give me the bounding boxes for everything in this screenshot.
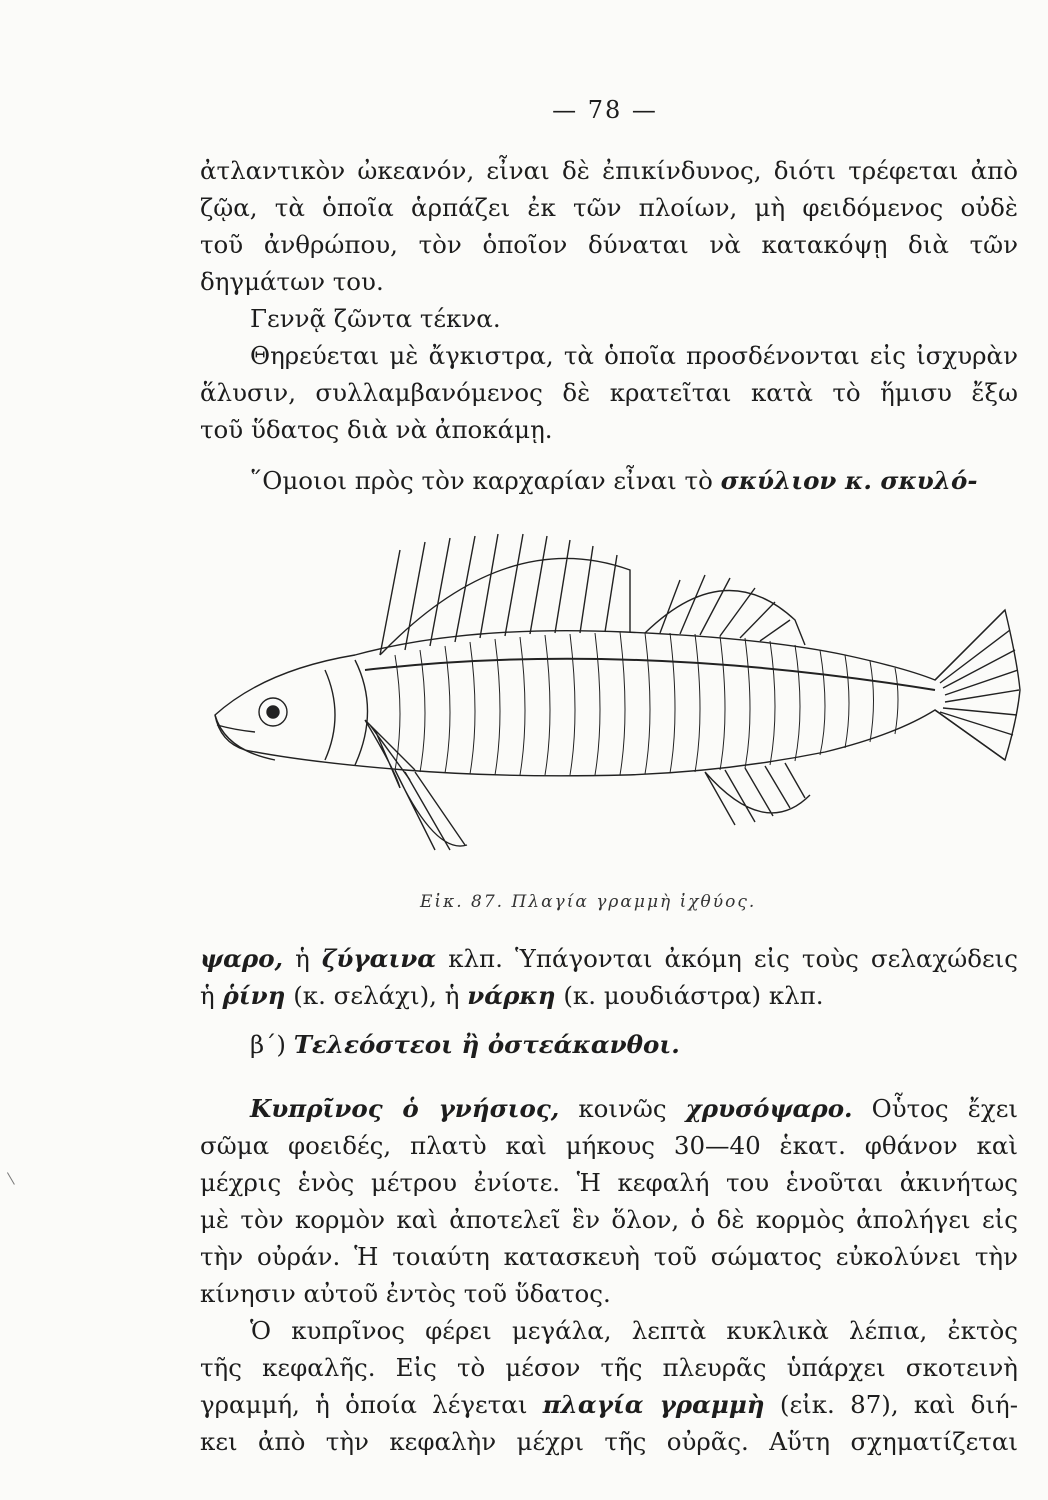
text-line: ζῷα, τὰ ὁποῖα ἁρπάζει ἐκ τῶν πλοίων, μὴ φειδόμενος οὐδὲ (200, 193, 1018, 222)
pectoral-fin (365, 720, 415, 788)
text-span: κλπ. Ὑπάγονται ἀκόμη εἰς τοὺς σελαχώδεις (436, 944, 1018, 973)
lateral-line (365, 659, 935, 690)
bold-term: Κυπρῖνος ὁ γνήσιος, (250, 1094, 560, 1123)
text-line: τὴν οὐράν. Ἡ τοιαύτη κατασκευὴ τοῦ σώματος εὐκολύνει τὴν (200, 1242, 1018, 1271)
text-span: κοινῶς (559, 1094, 686, 1123)
body-stripes (395, 632, 898, 775)
bold-term: πλαγία γραμμὴ (542, 1390, 765, 1419)
text-line: ἀτλαντικὸν ὠκεανόν, εἶναι δὲ ἐπικίνδυνος, διότι τρέφεται ἀπὸ (200, 156, 1018, 185)
bold-term: σκύλιον κ. σκυλό- (720, 466, 978, 495)
paragraph-1 (200, 152, 1018, 300)
text-span: Οὗτος ἔχει (852, 1094, 1018, 1123)
text-line (200, 1026, 1018, 1063)
figure-caption: Εἰκ. 87. Πλαγία γραμμὴ ἰχθύος. (420, 892, 757, 912)
text-line: σῶμα φοειδές, πλατὺ καὶ μήκους 30—40 ἑκατ. φθάνον καὶ (200, 1131, 1018, 1160)
anal-fin (705, 763, 810, 825)
bold-term: χρυσόψαρο. (685, 1094, 853, 1123)
paragraph-7 (200, 1312, 1018, 1460)
page-number: — 78 — (552, 96, 658, 124)
gill-cover (355, 660, 368, 765)
text-line: μέχρις ἑνὸς μέτρου ἐνίοτε. Ἡ κεφαλή του ἑνοῦται ἀκινήτως (200, 1168, 1018, 1197)
paragraph-2 (200, 300, 1018, 337)
bold-term: ῥίνη (222, 981, 286, 1010)
text-line: κει ἀπὸ τὴν κεφαλὴν μέχρι τῆς οὐρᾶς. Αὕτη σχηματίζεται (200, 1427, 1018, 1456)
text-line: Θηρεύεται μὲ ἄγκιστρα, τὰ ὁποῖα προσδένονται εἰς ἰσχυρὰν (250, 341, 1018, 370)
text-span: γραμμή, ἡ ὁποία λέγεται (200, 1390, 543, 1419)
pelvic-fin (395, 770, 467, 850)
text-line: Ὁ κυπρῖνος φέρει μεγάλα, λεπτὰ κυκλικὰ λέπια, ἐκτὸς (250, 1316, 1018, 1345)
section-title: Τελεόστεοι ἢ ὀστεάκανθοι. (293, 1030, 680, 1059)
text-line (200, 940, 1018, 977)
tail-fin (935, 610, 1019, 760)
text-line (200, 462, 1018, 499)
text-line: Γεννᾷ ζῶντα τέκνα. (250, 304, 501, 333)
scan-edge-mark (7, 1169, 20, 1185)
text-span: ἡ (200, 981, 223, 1010)
paragraph-3 (200, 337, 1018, 448)
text-span: (κ. μουδιάστρα) κλπ. (555, 981, 824, 1010)
text-line: δηγμάτων του. (200, 267, 384, 296)
paragraph-6 (200, 1090, 1018, 1312)
text-span: ῞Ομοιοι πρὸς τὸν καρχαρίαν εἶναι τὸ (250, 466, 721, 495)
text-line: κίνησιν αὐτοῦ ἐντὸς τοῦ ὕδατος. (200, 1279, 611, 1308)
text-line: τῆς κεφαλῆς. Εἰς τὸ μέσον τῆς πλευρᾶς ὑπάρχει σκοτεινὴ (200, 1353, 1018, 1382)
fish-illustration (205, 520, 1025, 880)
text-span: ἡ (283, 944, 322, 973)
bold-term: ζύγαινα (321, 944, 437, 973)
bold-term: νάρκη (467, 981, 556, 1010)
text-span: β΄) (250, 1030, 294, 1059)
text-line: τοῦ ὕδατος διὰ νὰ ἀποκάμῃ. (200, 415, 553, 444)
text-span: (εἰκ. 87), καὶ διή- (764, 1390, 1018, 1419)
text-line (200, 1386, 1018, 1423)
text-line: μὲ τὸν κορμὸν καὶ ἀποτελεῖ ἓν ὅλον, ὁ δὲ κορμὸς ἀπολήγει εἰς (200, 1205, 1018, 1234)
fish-body-outline (215, 610, 1020, 776)
text-line: ἅλυσιν, συλλαμβανόμενος δὲ κρατεῖται κατὰ τὸ ἥμισυ ἔξω (200, 378, 1018, 407)
text-line (200, 1090, 1018, 1127)
text-line (200, 977, 1018, 1014)
bold-term: ψαρο, (200, 944, 284, 973)
text-span: (κ. σελάχι), ἡ (285, 981, 468, 1010)
paragraph-4 (200, 462, 1018, 499)
section-heading-b (200, 1026, 1018, 1063)
paragraph-5 (200, 940, 1018, 1014)
dorsal-fin-front (380, 534, 630, 655)
text-line: τοῦ ἀνθρώπου, τὸν ὁποῖον δύναται νὰ κατακόψῃ διὰ τῶν (200, 230, 1018, 259)
